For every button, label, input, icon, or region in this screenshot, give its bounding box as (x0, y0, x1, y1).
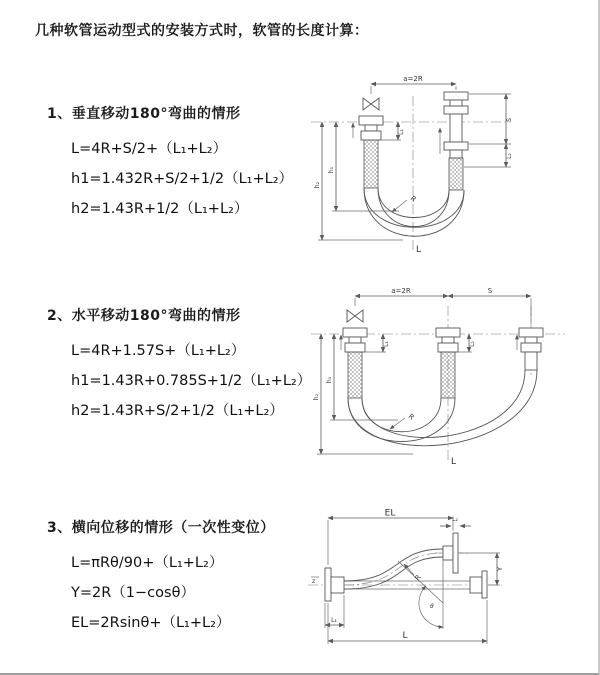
right-flange (470, 571, 487, 598)
dim-l1-label: L₁ (398, 129, 405, 135)
left-fitting (343, 328, 367, 398)
dim-h2-label: h₂ (313, 393, 320, 401)
section-2 (47, 305, 317, 426)
dim-h1-label: h₁ (328, 166, 335, 174)
horizontal-180-bend-diagram (303, 282, 598, 467)
right-fitting (519, 328, 543, 370)
dim-y-label: Y (496, 566, 504, 572)
left-fitting (359, 116, 383, 188)
valve-icon (363, 98, 379, 110)
dim-l-label: L (416, 245, 422, 255)
section-2-heading: 2、水平移动180°弯曲的情形 (47, 308, 241, 324)
dim-s-label: S (487, 287, 493, 295)
section-2-formula-h2: h2=1.43R+S/2+1/2（L₁+L₂） (71, 403, 284, 419)
dim-h1-label: h₁ (326, 376, 333, 384)
dim-l1-label: L₁ (383, 341, 390, 347)
radius-label: R (413, 573, 423, 583)
section-1-formula-h2: h2=1.43R+1/2（L₁+L₂） (71, 201, 249, 217)
dim-l2-label: L₂ (469, 341, 476, 347)
section-3 (47, 517, 317, 638)
vertical-180-bend-diagram (303, 70, 598, 255)
valve-icon (347, 310, 363, 322)
hose-s-curve (344, 549, 443, 589)
section-1-formula-L: L=4R+S/2+（L₁+L₂） (71, 141, 228, 157)
section-1-formula-h1: h1=1.432R+S/2+1/2（L₁+L₂） (71, 171, 294, 187)
section-2-formula-L: L=4R+1.57S+（L₁+L₂） (71, 343, 246, 359)
section-2-formula-h1: h1=1.43R+0.785S+1/2（L₁+L₂） (71, 373, 312, 389)
section-3-formula-L: L=πRθ/90+（L₁+L₂） (71, 555, 224, 571)
section-1 (47, 103, 317, 224)
section-3-formula-EL: EL=2Rsinθ+（L₁+L₂） (71, 615, 231, 631)
lateral-displacement-diagram (302, 507, 507, 647)
radius-line (398, 561, 443, 603)
right-fitting (444, 92, 468, 190)
radius-label: R (408, 194, 418, 204)
dim-a2r-label: a=2R (391, 287, 411, 295)
dim-l2-label: L₂ (506, 153, 513, 159)
dim-h2-label: h₂ (314, 181, 321, 189)
dim-l-label: L (402, 631, 408, 641)
radius-leader (392, 200, 407, 212)
left-flange (325, 568, 344, 601)
section-3-heading: 3、横向位移的情形（一次性变位） (47, 520, 275, 536)
dim-el-label: EL (384, 508, 396, 519)
dim-l-label: L (451, 457, 457, 467)
section-3-formula-Y: Y=2R（1−cosθ） (71, 585, 195, 601)
upper-flange (443, 533, 458, 573)
centerline-mark: z (312, 578, 316, 585)
radius-label: R (406, 412, 416, 422)
dim-a2r-label: a=2R (403, 75, 423, 83)
dim-l1-label: L₁ (331, 617, 337, 624)
dim-s-label: S (506, 118, 513, 122)
dim-l2-label: L₂ (452, 516, 458, 523)
middle-fitting (436, 328, 460, 398)
theta-label: θ (430, 603, 434, 610)
page-title: 几种软管运动型式的安装方式时，软管的长度计算： (35, 23, 369, 39)
section-1-heading: 1、垂直移动180°弯曲的情形 (47, 106, 241, 122)
